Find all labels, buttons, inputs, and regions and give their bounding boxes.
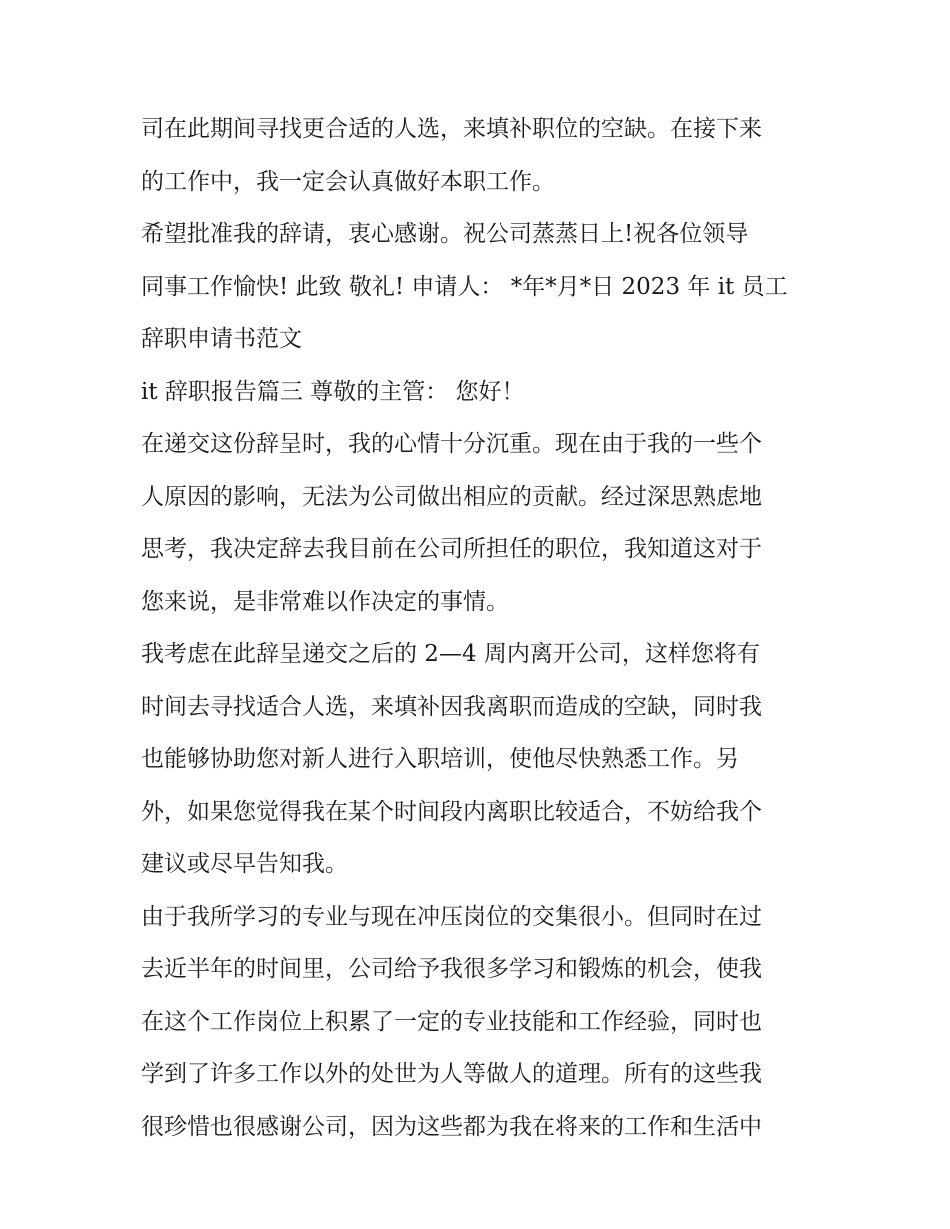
text-line: 司在此期间寻找更合适的人选，来填补职位的空缺。在接下来 bbox=[141, 116, 762, 142]
text-line: 时间去寻找适合人选，来填补因我离职而造成的空缺，同时我 bbox=[141, 693, 762, 720]
text-line: 辞职申请书范文 bbox=[141, 326, 302, 352]
text-line: 在递交这份辞呈时，我的心情十分沉重。现在由于我的一些个 bbox=[141, 431, 762, 457]
text-line: 希望批准我的辞请，衷心感谢。祝公司蒸蒸日上!祝各位领导 bbox=[141, 221, 749, 247]
text-line: 人原因的影响，无法为公司做出相应的贡献。经过深思熟虑地 bbox=[141, 483, 762, 510]
text-line: 去近半年的时间里，公司给予我很多学习和锻炼的机会，使我 bbox=[141, 956, 762, 982]
text-line: 同事工作愉快! 此致 敬礼! 申请人： *年*月*日 2023 年 it 员工 bbox=[141, 273, 788, 300]
text-line: 建议或尽早告知我。 bbox=[141, 851, 348, 877]
text-line: 也能够协助您对新人进行入职培训，使他尽快熟悉工作。另 bbox=[141, 746, 739, 772]
text-line: 很珍惜也很感谢公司，因为这些都为我在将来的工作和生活中 bbox=[141, 1113, 762, 1140]
section-heading: it 辞职报告篇三 尊敬的主管： 您好！ bbox=[141, 378, 525, 405]
text-line: 思考，我决定辞去我目前在公司所担任的职位，我知道这对于 bbox=[141, 536, 762, 562]
text-line: 由于我所学习的专业与现在冲压岗位的交集很小。但同时在过 bbox=[141, 903, 762, 930]
text-line: 外，如果您觉得我在某个时间段内离职比较适合，不妨给我个 bbox=[141, 798, 762, 825]
text-line: 的工作中，我一定会认真做好本职工作。 bbox=[141, 168, 555, 195]
text-line: 我考虑在此辞呈递交之后的 2—4 周内离开公司，这样您将有 bbox=[141, 641, 760, 667]
document-body bbox=[141, 103, 816, 1153]
text-line: 在这个工作岗位上积累了一定的专业技能和工作经验，同时也 bbox=[141, 1008, 762, 1035]
text-line: 学到了许多工作以外的处世为人等做人的道理。所有的这些我 bbox=[141, 1061, 762, 1087]
text-line: 您来说，是非常难以作决定的事情。 bbox=[141, 588, 509, 615]
